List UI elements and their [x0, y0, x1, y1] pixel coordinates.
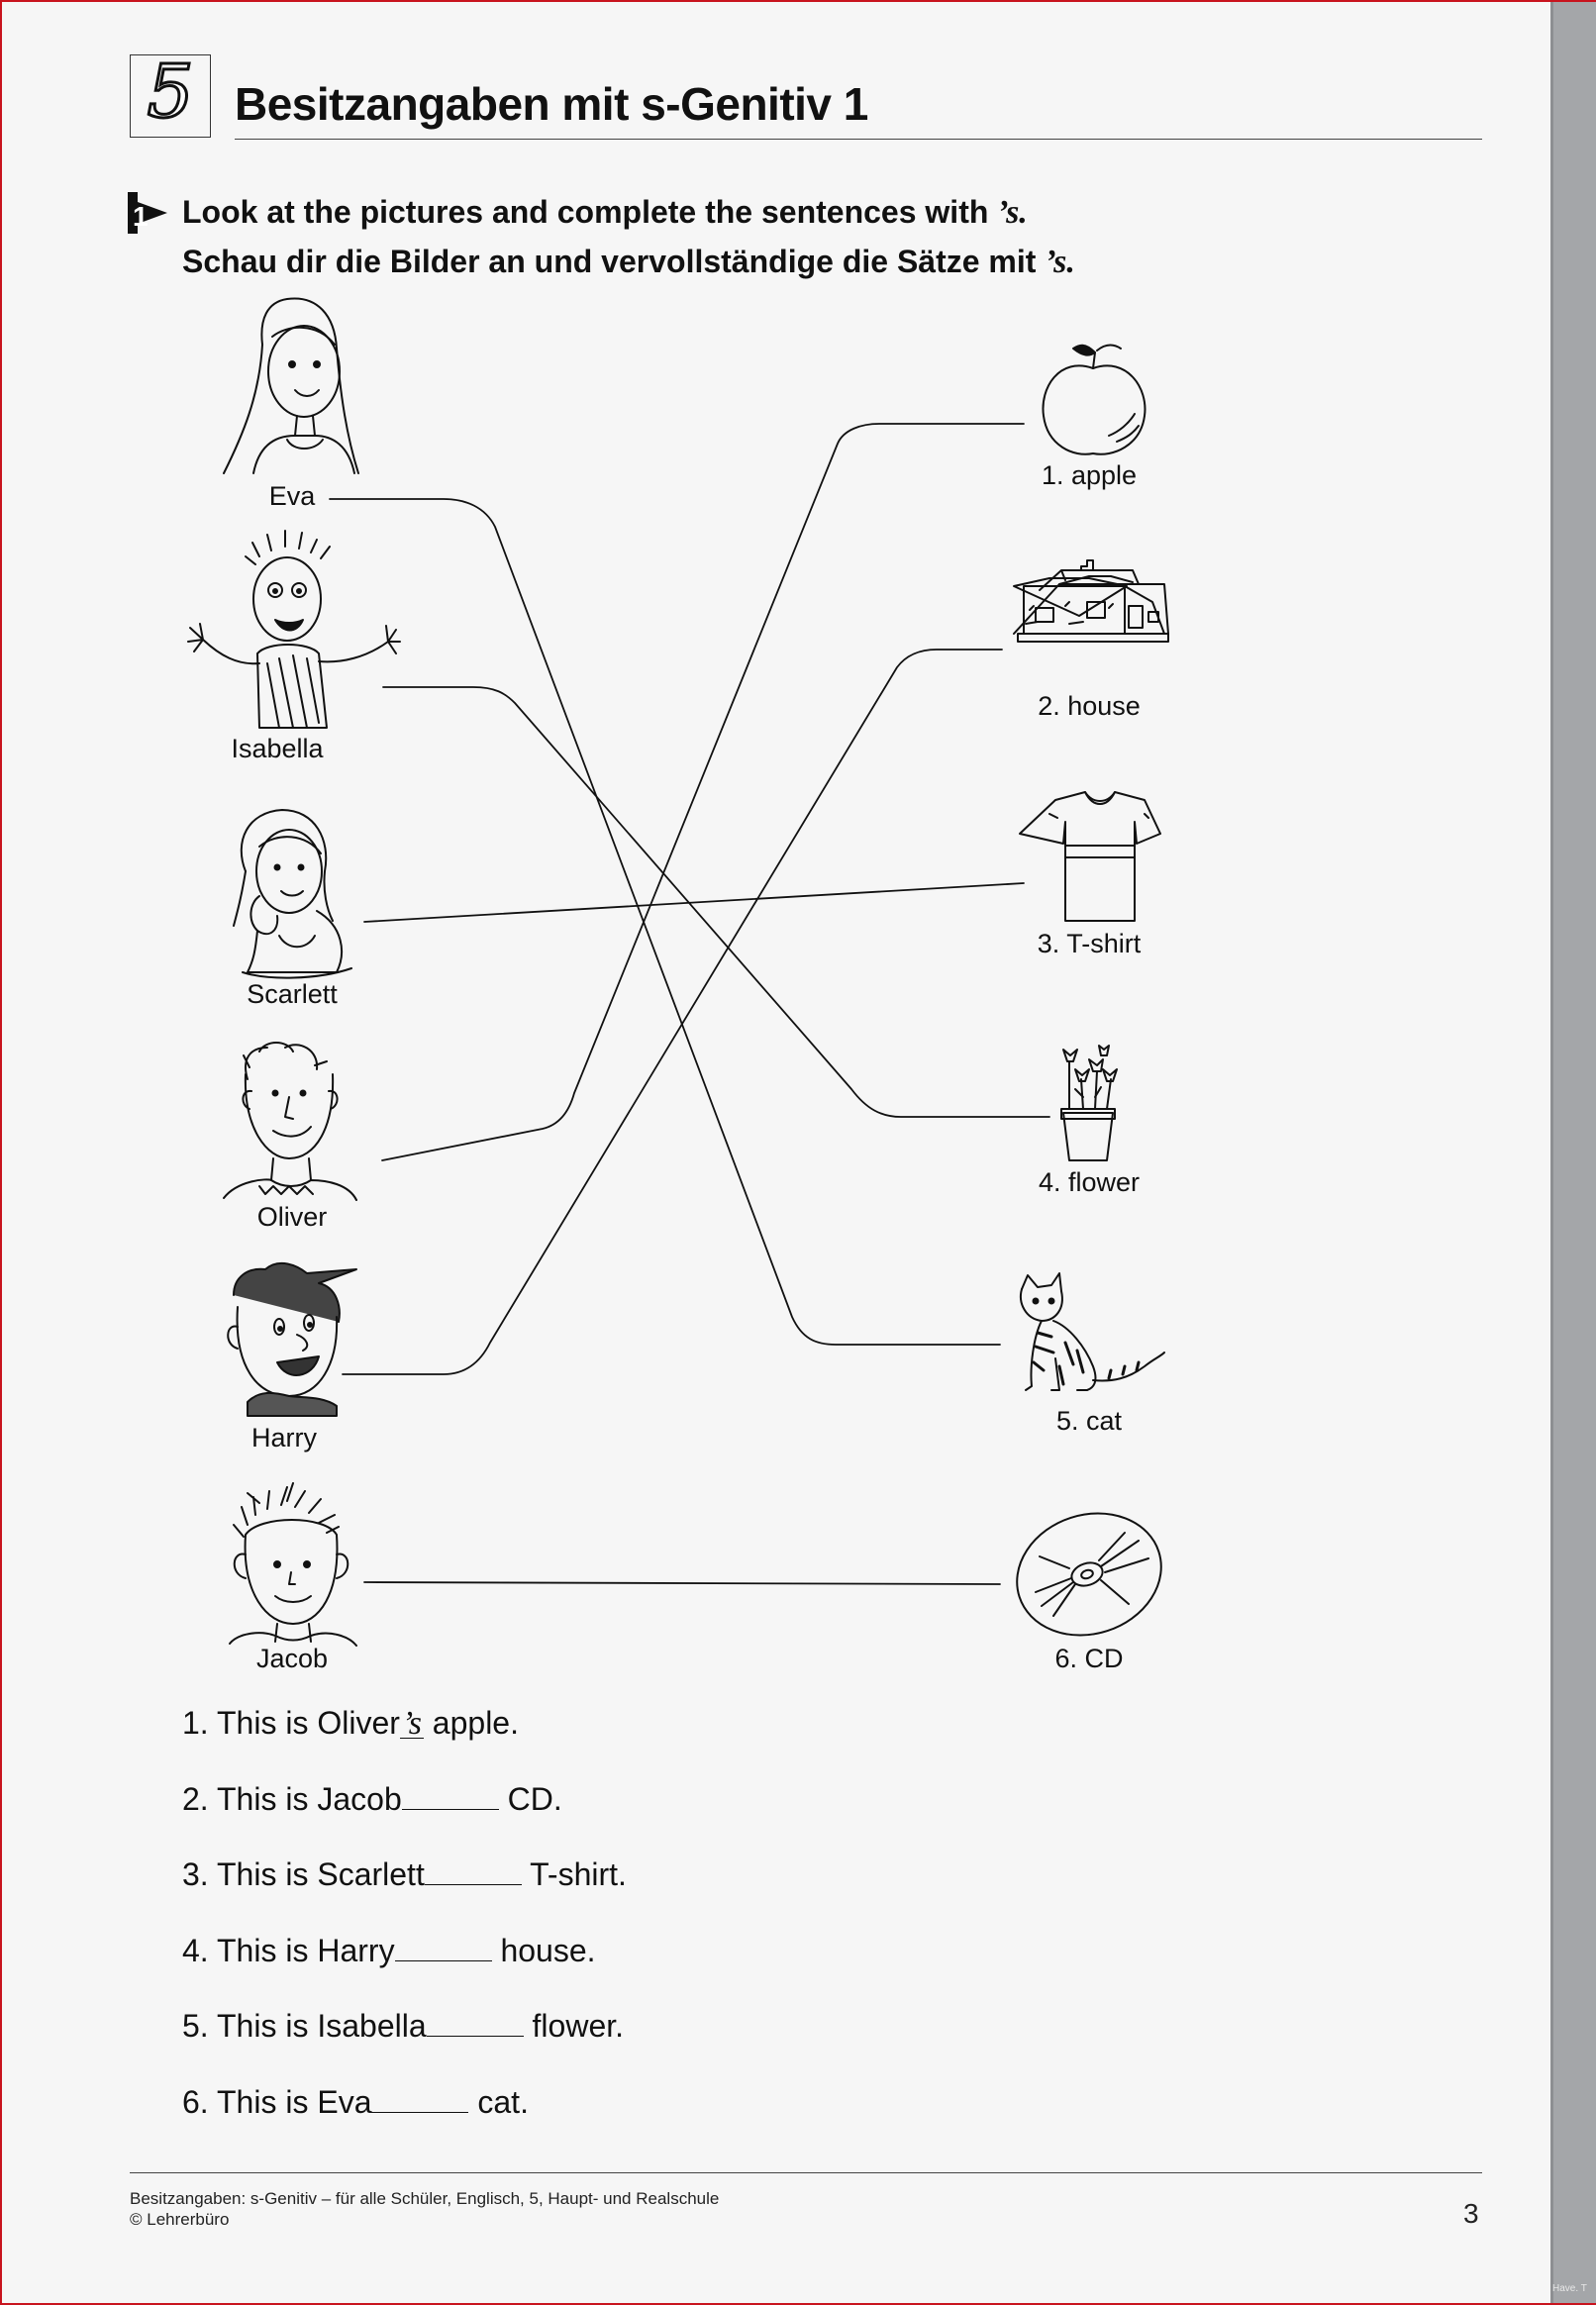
sentence-text: 4. This is Harry — [182, 1932, 395, 1968]
person-label: Isabella — [231, 734, 324, 763]
person-label: Scarlett — [247, 979, 338, 1009]
sentence-4 — [182, 1933, 627, 2009]
match-line-eva-cat — [330, 499, 1000, 1345]
answer-blank[interactable] — [395, 1933, 492, 1961]
isabella-portrait — [188, 531, 400, 728]
instruction-english-text: Look at the pictures and complete the sentences with — [182, 194, 989, 230]
sentence-6 — [182, 2084, 627, 2160]
answer-blank[interactable] — [425, 1856, 522, 1885]
page-number: 3 — [1463, 2198, 1479, 2229]
match-line-jacob-cd — [364, 1582, 1000, 1584]
sentence-1 — [182, 1705, 627, 1781]
apple-picture — [1043, 346, 1145, 454]
footer-text — [130, 2188, 719, 2230]
answer-blank[interactable] — [402, 1781, 499, 1810]
sentence-text: flower. — [523, 2008, 625, 2044]
cd-picture — [1001, 1495, 1177, 1654]
sentence-text: 6. This is Eva — [182, 2083, 372, 2120]
object-label: 4. flower — [1038, 1167, 1141, 1197]
margin-text: Have. T — [1552, 2283, 1587, 2294]
sentence-3 — [182, 1856, 627, 1933]
match-line-harry-house — [343, 650, 1002, 1374]
jacob-portrait — [230, 1483, 356, 1646]
match-line-scarlett-tshirt — [364, 883, 1024, 922]
sentence-text: CD. — [498, 1780, 562, 1817]
oliver-portrait — [224, 1043, 356, 1200]
eva-portrait — [224, 298, 358, 473]
object-label: 5. cat — [1055, 1406, 1123, 1436]
match-lines — [330, 424, 1049, 1584]
answer-blank[interactable]: ’s — [401, 1705, 422, 1742]
object-label: 3. T-shirt — [1037, 929, 1142, 958]
sentence-text: 3. This is Scarlett — [182, 1856, 425, 1892]
page-title: Besitzangaben mit s-Genitiv 1 — [235, 78, 868, 130]
flower-picture — [1061, 1046, 1117, 1160]
object-label: 6. CD — [1054, 1644, 1124, 1673]
unit-number: 5 — [147, 50, 194, 135]
object-label: 2. house — [1038, 691, 1141, 721]
scarlett-portrait — [234, 810, 351, 978]
house-picture — [1014, 560, 1168, 642]
person-label: Harry — [251, 1423, 317, 1453]
sentence-list — [182, 1705, 627, 2159]
person-label: Jacob — [255, 1644, 329, 1673]
footer-rule — [130, 2172, 1482, 2173]
cat-picture — [1021, 1273, 1164, 1390]
match-line-oliver-apple — [382, 424, 1024, 1160]
person-label: Eva — [268, 481, 316, 511]
sentence-text: T-shirt. — [521, 1856, 627, 1892]
sentence-text: 1. This is Oliver — [182, 1705, 400, 1741]
footer-line-2: © Lehrerbüro — [130, 2210, 230, 2229]
instruction-german-text: Schau dir die Bilder an und vervollständige die Sätze mit — [182, 244, 1037, 279]
task-number: 1 — [133, 201, 149, 232]
harry-portrait — [228, 1263, 356, 1416]
sentence-text: 2. This is Jacob — [182, 1780, 402, 1817]
sentence-text: apple. — [423, 1705, 519, 1741]
instruction-marker-en: ’s. — [997, 194, 1028, 231]
answer-blank[interactable] — [371, 2084, 468, 2113]
sentence-2 — [182, 1781, 627, 1857]
sentence-text: 5. This is Isabella — [182, 2008, 427, 2044]
tshirt-picture — [1020, 792, 1160, 921]
footer-line-1: Besitzangaben: s-Genitiv – für alle Schüler, Englisch, 5, Haupt- und Realschule — [130, 2189, 720, 2208]
sentence-text: cat. — [468, 2083, 529, 2120]
person-label: Oliver — [256, 1202, 328, 1232]
object-label: 1. apple — [1041, 460, 1138, 490]
instruction-marker-de: ’s. — [1045, 244, 1075, 280]
answer-blank[interactable] — [427, 2008, 524, 2037]
sentence-text: house. — [491, 1932, 596, 1968]
sentence-5 — [182, 2008, 627, 2084]
